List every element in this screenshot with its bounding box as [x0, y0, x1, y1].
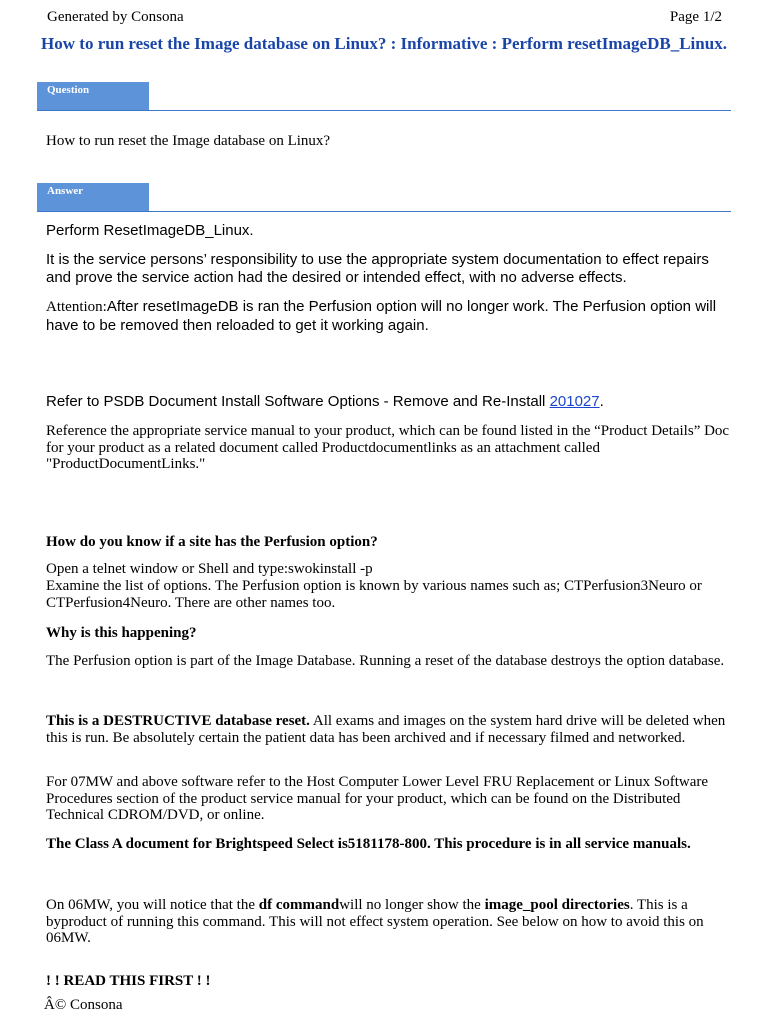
07mw-paragraph: For 07MW and above software refer to the Host Computer Lower Level FRU Replacement or Linux Software Procedures section of the product service manual for your product, which can be found on the Distributed Technical CDROM/DVD, or online. — [46, 774, 709, 823]
06mw-text-c: will no longer show the — [339, 897, 485, 913]
why-paragraph: The Perfusion option is part of the Image Database. Running a reset of the database destroys the option database. — [46, 653, 725, 669]
df-command-bold: df command — [258, 897, 340, 913]
image-pool-bold: image_pool directories — [484, 897, 630, 913]
copyright-footer: Â© Consona — [44, 997, 123, 1013]
attention-label: Attention: — [46, 299, 107, 315]
answer-label: Answer — [37, 183, 149, 211]
perform-line: Perform ResetImageDB_Linux. — [46, 222, 254, 239]
06mw-text-e: . This is a byproduct of running this command. This will not effect system operation. See below on how to avoid this on 06MW. — [46, 897, 704, 946]
refer-end: . — [599, 393, 604, 410]
answer-section-header — [37, 183, 731, 212]
psdb-document-link[interactable]: 201027 — [549, 393, 600, 410]
why-heading: Why is this happening? — [46, 625, 197, 641]
reference-manual-paragraph: Reference the appropriate service manual to your product, which can be found listed in the “Product Details” Doc for your product as a related document called Productdocumentlinks as an attachment called "ProductDocumentLinks." — [46, 423, 730, 472]
generated-by-header: Generated by Consona — [47, 9, 184, 25]
refer-paragraph — [46, 393, 736, 411]
question-section-header — [37, 82, 731, 111]
telnet-instruction: Open a telnet window or Shell and type:swokinstall -p — [46, 561, 373, 577]
read-this-first: ! ! READ THIS FIRST ! ! — [46, 973, 211, 989]
question-text: How to run reset the Image database on Linux? — [46, 133, 331, 149]
document-title: How to run reset the Image database on Linux? : Informative : Perform resetImageDB_Linux. — [41, 34, 727, 53]
how-to-know-heading: How do you know if a site has the Perfusion option? — [46, 534, 378, 550]
destructive-text: All exams and images on the system hard drive will be deleted when this is run. Be absolutely certain the patient data has been archived and if necessary filmed and networked. — [46, 713, 726, 746]
06mw-text-a: On 06MW, you will notice that the — [46, 897, 259, 913]
destructive-bold: This is a DESTRUCTIVE database reset. — [46, 713, 310, 729]
refer-text: Refer to PSDB Document Install Software Options - Remove and Re-Install — [46, 393, 550, 410]
attention-text: After resetImageDB is ran the Perfusion option will no longer work. The Perfusion option will have to be removed then reloaded to get it working again. — [46, 298, 717, 334]
examine-options-paragraph: Examine the list of options. The Perfusion option is known by various names such as; CTPerfusion3Neuro or CTPerfusion4Neuro. There are other names too. — [46, 578, 702, 611]
destructive-warning-paragraph — [46, 713, 736, 746]
class-a-paragraph: The Class A document for Brightspeed Select is5181178-800. This procedure is in all service manuals. — [46, 836, 691, 852]
responsibility-paragraph: It is the service persons’ responsibility to use the appropriate system documentation to effect repairs and prove the service action had the desired or intended effect, with no adverse effects. — [46, 251, 709, 286]
question-label: Question — [37, 82, 149, 110]
06mw-paragraph — [46, 897, 736, 947]
page-number: Page 1/2 — [669, 9, 722, 25]
attention-paragraph — [46, 298, 736, 334]
